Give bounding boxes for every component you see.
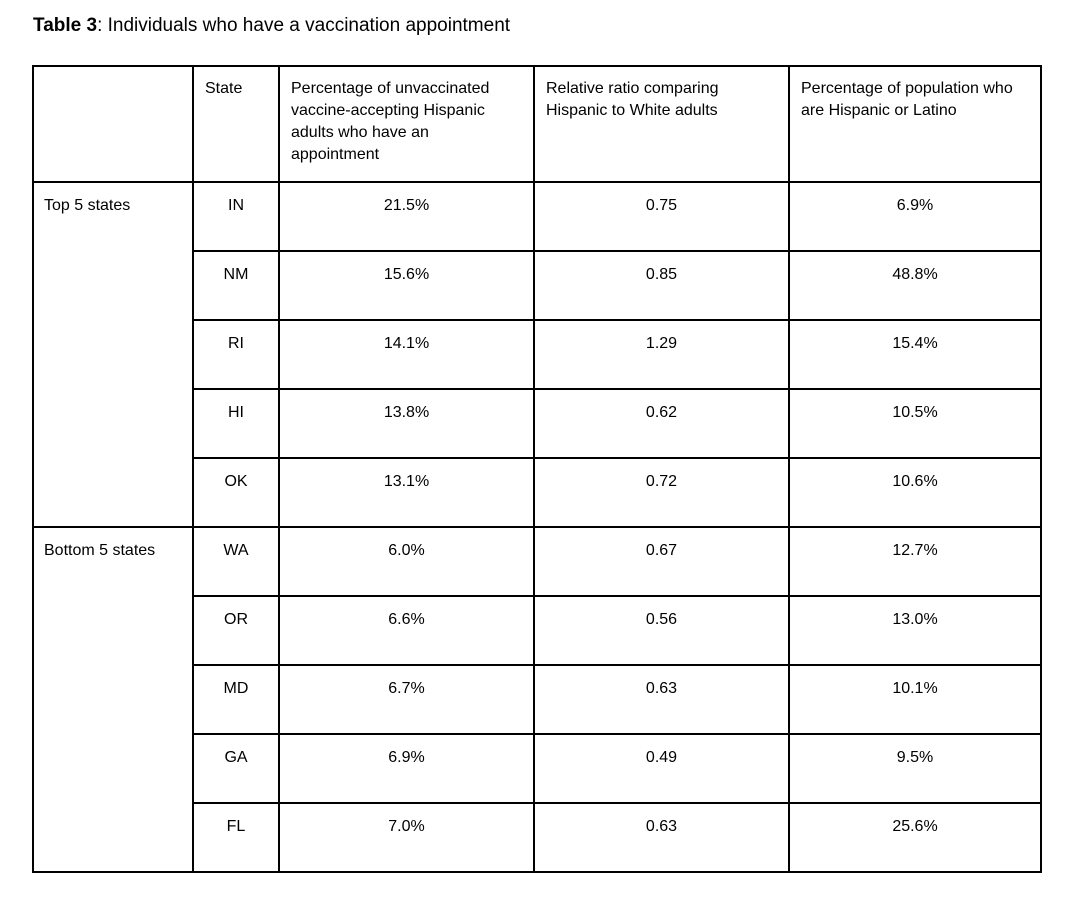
- group-label-cell: Top 5 states: [33, 182, 193, 527]
- table-title: [33, 14, 510, 38]
- value-cell: 0.62: [534, 389, 789, 458]
- state-cell: MD: [193, 665, 279, 734]
- value-cell: 14.1%: [279, 320, 534, 389]
- value-cell: 0.63: [534, 665, 789, 734]
- state-cell: NM: [193, 251, 279, 320]
- header-cell-state: State: [193, 66, 279, 182]
- state-cell: RI: [193, 320, 279, 389]
- value-cell: 12.7%: [789, 527, 1041, 596]
- state-cell: IN: [193, 182, 279, 251]
- vaccination-appointment-table: [32, 65, 1042, 873]
- table-row: [33, 182, 1041, 251]
- value-cell: 13.0%: [789, 596, 1041, 665]
- state-cell: OR: [193, 596, 279, 665]
- state-cell: OK: [193, 458, 279, 527]
- state-cell: HI: [193, 389, 279, 458]
- value-cell: 15.4%: [789, 320, 1041, 389]
- header-cell-population-percentage: Percentage of population who are Hispanic or Latino: [789, 66, 1041, 182]
- state-cell: FL: [193, 803, 279, 872]
- value-cell: 6.9%: [279, 734, 534, 803]
- header-cell-group: [33, 66, 193, 182]
- value-cell: 0.63: [534, 803, 789, 872]
- value-cell: 21.5%: [279, 182, 534, 251]
- value-cell: 10.5%: [789, 389, 1041, 458]
- header-cell-relative-ratio: Relative ratio comparing Hispanic to White adults: [534, 66, 789, 182]
- value-cell: 6.7%: [279, 665, 534, 734]
- value-cell: 10.1%: [789, 665, 1041, 734]
- value-cell: 10.6%: [789, 458, 1041, 527]
- value-cell: 0.75: [534, 182, 789, 251]
- value-cell: 0.49: [534, 734, 789, 803]
- group-label-cell: Bottom 5 states: [33, 527, 193, 872]
- table-row: [33, 527, 1041, 596]
- value-cell: 0.67: [534, 527, 789, 596]
- value-cell: 0.72: [534, 458, 789, 527]
- value-cell: 1.29: [534, 320, 789, 389]
- state-cell: WA: [193, 527, 279, 596]
- value-cell: 6.0%: [279, 527, 534, 596]
- value-cell: 0.56: [534, 596, 789, 665]
- value-cell: 15.6%: [279, 251, 534, 320]
- value-cell: 13.8%: [279, 389, 534, 458]
- header-row: [33, 66, 1041, 182]
- value-cell: 48.8%: [789, 251, 1041, 320]
- header-cell-appointment-percentage: Percentage of unvaccinated vaccine-accepting Hispanic adults who have an appointment: [279, 66, 534, 182]
- table-body: [33, 182, 1041, 872]
- state-cell: GA: [193, 734, 279, 803]
- value-cell: 13.1%: [279, 458, 534, 527]
- value-cell: 25.6%: [789, 803, 1041, 872]
- value-cell: 9.5%: [789, 734, 1041, 803]
- table-header: [33, 66, 1041, 182]
- table-title-text: : Individuals who have a vaccination appointment: [97, 15, 511, 36]
- value-cell: 0.85: [534, 251, 789, 320]
- value-cell: 7.0%: [279, 803, 534, 872]
- value-cell: 6.9%: [789, 182, 1041, 251]
- table-title-label: Table 3: [33, 15, 98, 36]
- value-cell: 6.6%: [279, 596, 534, 665]
